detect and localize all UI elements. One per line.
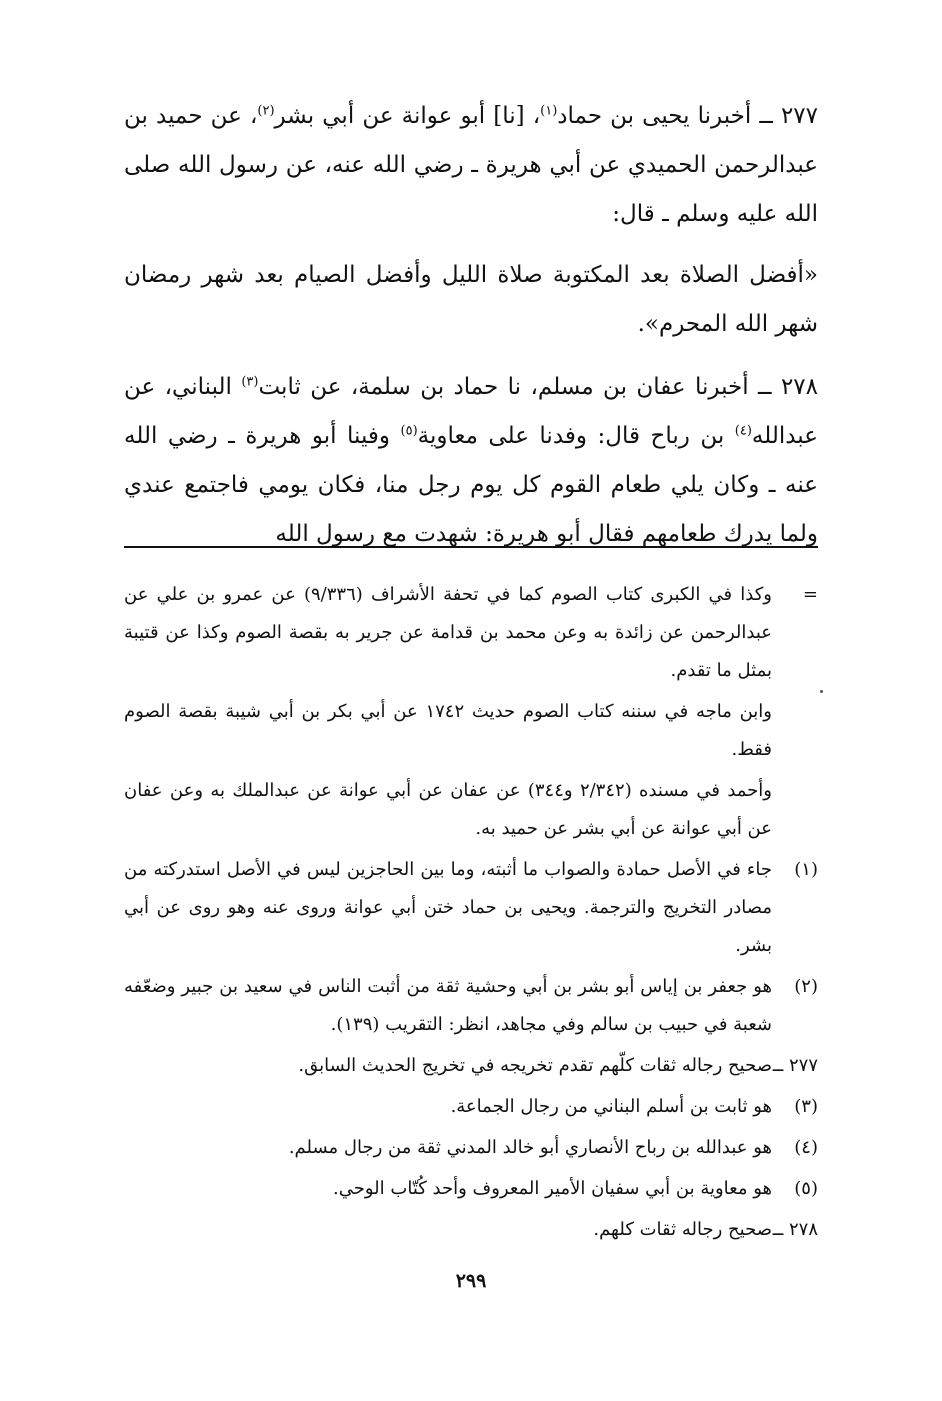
hadith-277-isnad (124, 92, 818, 239)
footnote-ref-5: (٥) (400, 423, 418, 439)
footnote-3-text: هو ثابت بن أسلم البناني من رجال الجماعة. (450, 1096, 772, 1117)
footnote-5 (124, 1170, 818, 1208)
hadith-277-matn: «أفضل الصلاة بعد المكتوبة صلاة الليل وأفضل الصيام بعد شهر رمضان شهر الله المحرم». (124, 262, 818, 337)
footnote-2 (124, 968, 818, 1044)
grade-278-text: صحيح رجاله ثقات كلهم. (593, 1219, 772, 1240)
footnote-3-marker: (٣) (794, 1096, 818, 1117)
hadith-278-part4: وفينا أبو هريرة ـ رضي الله عنه ـ وكان يلي طعام القوم كل يوم رجل منا، فكان يومي فاجتمع عندي ولما يدرك طعامهم فقال أبو هريرة: شهدت مع رسول الله (124, 423, 818, 547)
page-number: ٢٩٩ (455, 1270, 487, 1292)
footnote-continued-3: وأحمد في مسنده (٢/٣٤٢ و٣٤٤) عن عفان عن أبي عوانة عن عبدالملك به وعن عفان عن أبي عوانة عن أبي بشر عن حميد به. (124, 780, 772, 839)
footnote-continued-1: وكذا في الكبرى كتاب الصوم كما في تحفة الأشراف (٩/٣٣٦) عن عمرو بن علي عن عبدالرحمن عن زائدة به وعن محمد بن قدامة عن جرير به بقصة الصوم وكذا عن قتيبة بمثل ما تقدم. (124, 584, 772, 681)
footnote-2-text: هو جعفر بن إياس أبو بشر بن أبي وحشية ثقة من أثبت الناس في سعيد بن جبير وضعّفه شعبة في حبيب بن سالم وفي مجاهد، انظر: التقريب (١٣٩). (124, 976, 772, 1035)
hadith-277-part3: ، عن حميد بن عبدالرحمن الحميدي عن أبي هريرة ـ رضي الله عنه، عن رسول الله صلى الله عليه وسلم ـ قال: (124, 103, 818, 227)
footnote-5-text: هو معاوية بن أبي سفيان الأمير المعروف وأحد كُتّاب الوحي. (333, 1178, 772, 1199)
hadith-278-part1: ٢٧٨ ــ أخبرنا عفان بن مسلم، نا حماد بن سلمة، عن ثابت (258, 374, 818, 400)
footnote-ref-4: (٤) (734, 423, 752, 439)
footnote-ref-2: (٢) (257, 103, 275, 119)
footnote-ref-1: (١) (540, 103, 558, 119)
footnote-2-marker: (٢) (794, 976, 818, 997)
scan-speck (820, 690, 823, 693)
footnote-1-text: جاء في الأصل حمادة والصواب ما أثبته، وما بين الحاجزين ليس في الأصل استدركته من مصادر التخريج والترجمة. ويحيى بن حماد ختن أبي عوانة وروى عنه وهو روى عن أبي بشر. (124, 859, 772, 956)
hadith-278-part2: البناني، عن عبدالله (124, 374, 818, 449)
hadith-278-text (124, 363, 818, 559)
main-text (124, 92, 818, 559)
footnotes (124, 576, 818, 1252)
grade-278-marker: ٢٧٨ ــ (772, 1219, 818, 1240)
footnote-4-marker: (٤) (794, 1137, 818, 1158)
footnote-1 (124, 851, 818, 965)
grade-277 (124, 1047, 818, 1085)
hadith-277-part1: ٢٧٧ ــ أخبرنا يحيى بن حماد (557, 103, 819, 129)
footnote-4 (124, 1129, 818, 1167)
grade-277-text: صحيح رجاله ثقات كلّهم تقدم تخريجه في تخريج الحديث السابق. (298, 1055, 772, 1076)
footnote-ref-3: (٣) (241, 374, 259, 390)
footnote-continued-2: وابن ماجه في سننه كتاب الصوم حديث ١٧٤٢ عن أبي بكر بن أبي شيبة بقصة الصوم فقط. (124, 701, 772, 760)
hadith-278-part3: بن رباح قال: وفدنا على معاوية (417, 423, 735, 449)
footnote-continued (124, 576, 818, 848)
hadith-277-part2: ، [نا] أبو عوانة عن أبي بشر (274, 103, 541, 129)
continuation-marker: = (802, 584, 818, 605)
footnote-5-marker: (٥) (794, 1178, 818, 1199)
footnote-3 (124, 1088, 818, 1126)
grade-277-marker: ٢٧٧ ــ (772, 1055, 818, 1076)
footnote-separator (124, 546, 818, 548)
footnote-1-marker: (١) (794, 859, 818, 880)
footnote-4-text: هو عبدالله بن رباح الأنصاري أبو خالد المدني ثقة من رجال مسلم. (288, 1137, 772, 1158)
grade-278 (124, 1211, 818, 1249)
